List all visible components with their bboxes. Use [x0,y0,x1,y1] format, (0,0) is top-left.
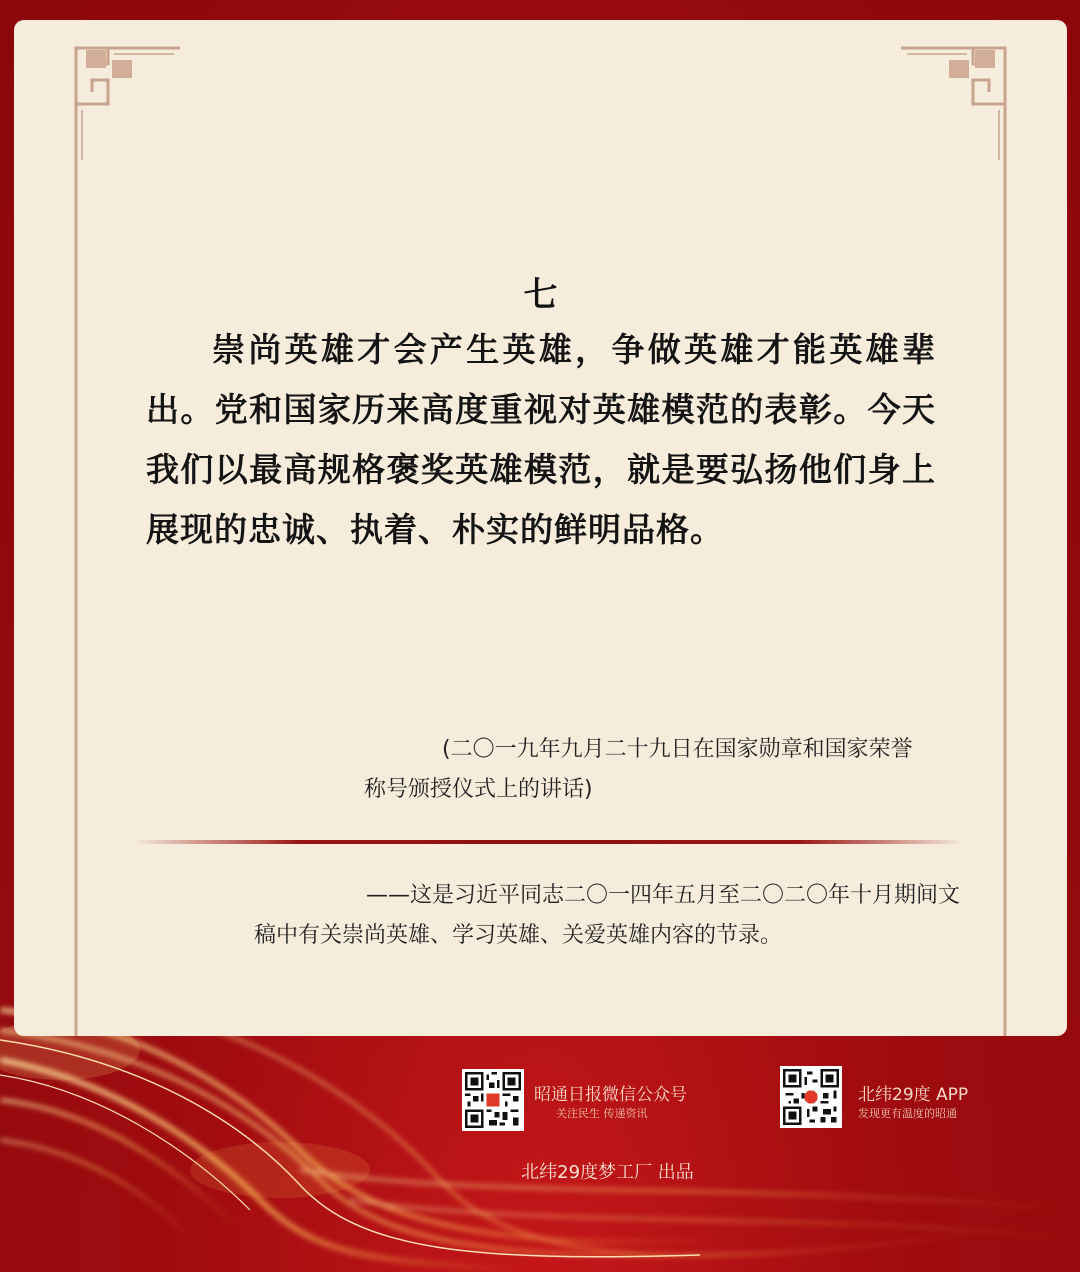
excerpt-note: ——这是习近平同志二〇一四年五月至二〇二〇年十月期间文稿中有关崇尚英雄、学习英雄、关爱英雄内容的节录。 [254,883,961,948]
chapter-number: 七 [523,275,558,315]
qr-code-icon [783,1069,839,1125]
content-card [14,20,1067,1036]
app-name: 北纬29度 APP [858,1085,969,1105]
section-divider [134,840,964,844]
producer-credit: 北纬29度梦工厂 出品 [521,1162,694,1183]
quote-source: (二〇一九年九月二十九日在国家勋章和国家荣誉称号颁授仪式上的讲话) [364,737,913,802]
app-slogan: 发现更有温度的昭通 [858,1107,957,1120]
wechat-qr-code[interactable] [462,1069,524,1131]
quote-body: 崇尚英雄才会产生英雄，争做英雄才能英雄辈出。党和国家历来高度重视对英雄模范的表彰。今天我们以最高规格褒奖英雄模范，就是要弘扬他们身上展现的忠诚、执着、朴实的鲜明品格。 [146,330,936,549]
wechat-account-slogan: 关注民生 传递资讯 [556,1107,648,1120]
app-qr-code[interactable] [780,1066,842,1128]
qr-code-icon [465,1072,521,1128]
wechat-account-name: 昭通日报微信公众号 [534,1085,687,1105]
